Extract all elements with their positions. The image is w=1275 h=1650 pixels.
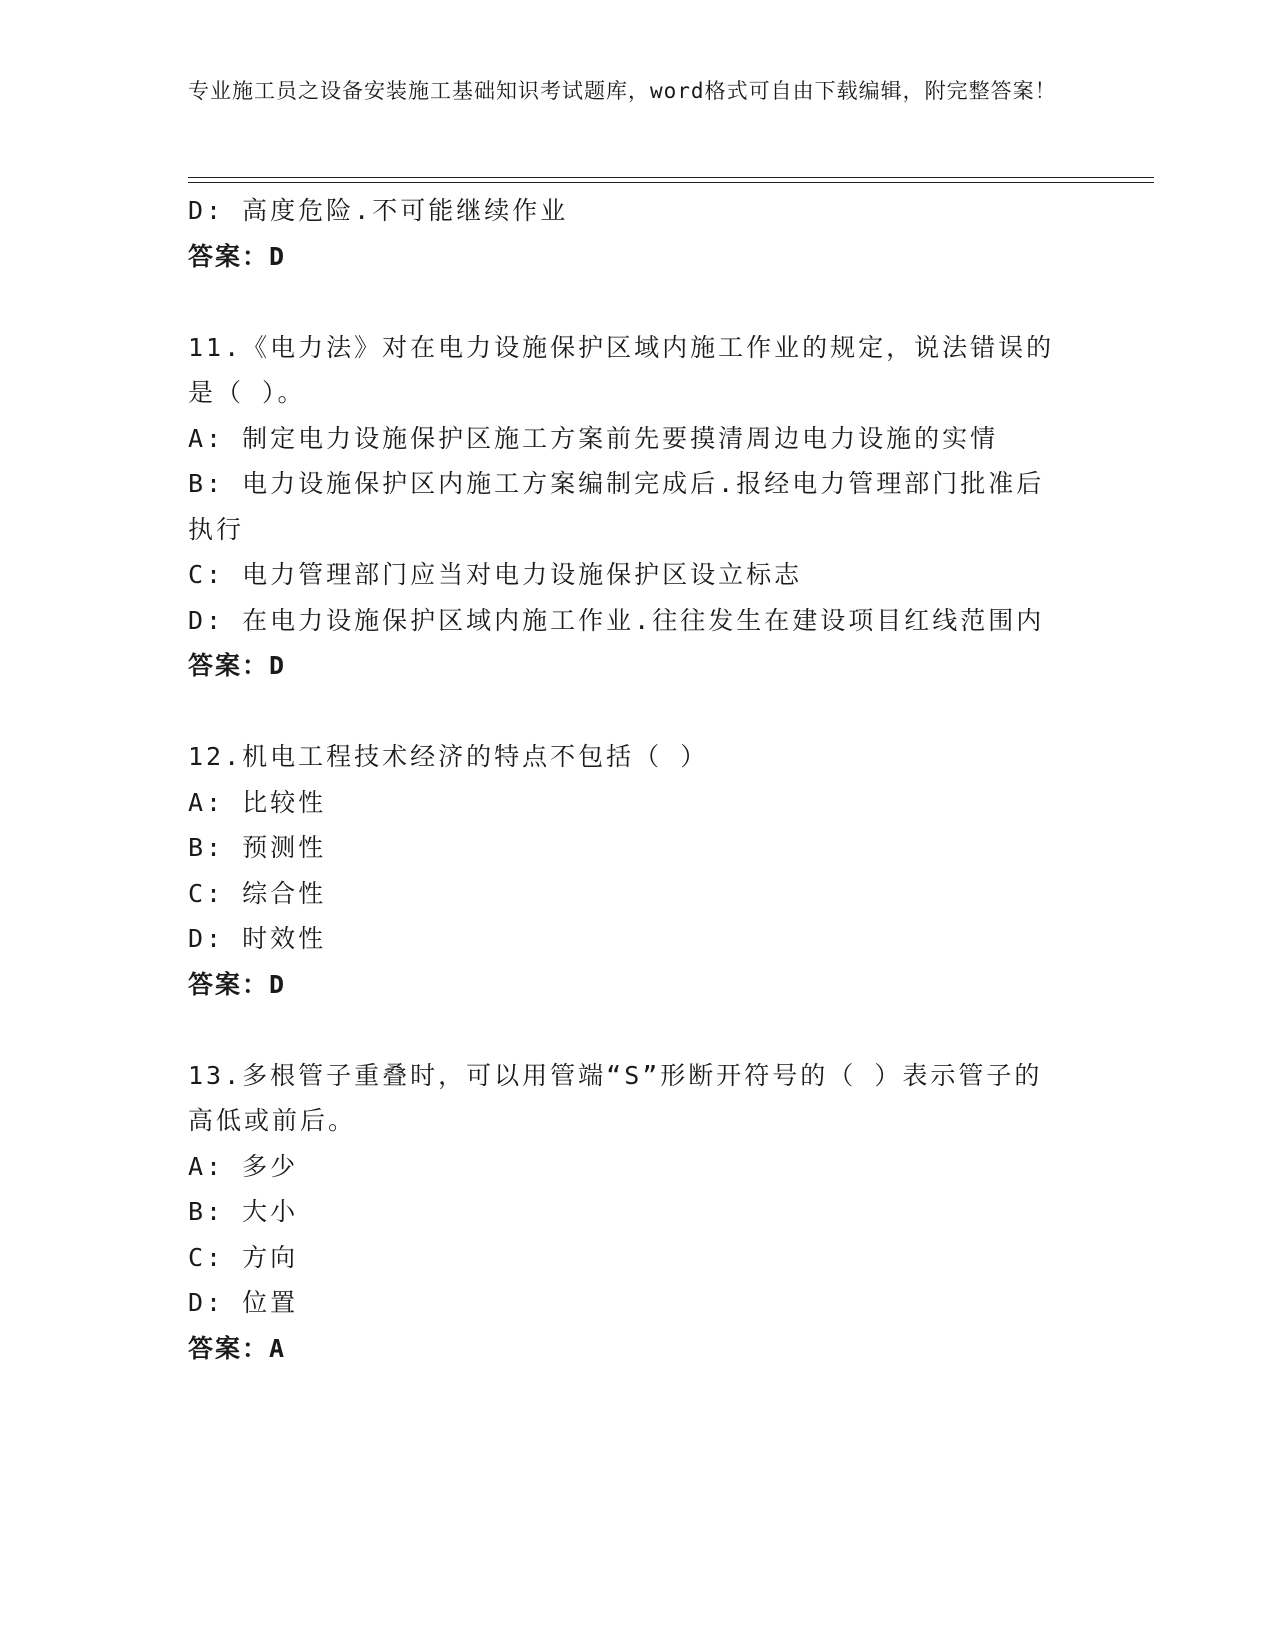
question-stem-cont: 高低或前后。	[188, 1106, 357, 1135]
question-stem-cont: 是（ ）。	[188, 378, 306, 407]
answer: 答案：D	[188, 969, 287, 999]
option-d: D: 在电力设施保护区域内施工作业.往往发生在建设项目红线范围内	[188, 605, 1045, 635]
spacer	[188, 1007, 1088, 1053]
option-a: A: 制定电力设施保护区施工方案前先要摸清周边电力设施的实情	[188, 423, 999, 453]
option-b: B: 大小	[188, 1197, 299, 1226]
question-list	[188, 188, 1088, 1371]
document-header: 专业施工员之设备安装施工基础知识考试题库，word格式可自由下载编辑，附完整答案！	[188, 79, 1057, 103]
option-b-cont: 执行	[188, 514, 245, 544]
option-a: A: 比较性	[188, 787, 327, 817]
answer: 答案：A	[188, 1333, 287, 1363]
option-a: A: 多少	[188, 1151, 299, 1181]
option-c: C: 电力管理部门应当对电力设施保护区设立标志	[188, 560, 803, 589]
header-rule-bottom	[188, 182, 1154, 183]
option-d: D: 时效性	[188, 924, 327, 953]
question-13	[188, 1053, 1088, 1372]
question-stem: 13.多根管子重叠时，可以用管端“S”形断开符号的（ ）表示管子的	[188, 1060, 1043, 1090]
option-d: D: 位置	[188, 1288, 299, 1317]
prev-option-d: D: 高度危险.不可能继续作业	[188, 196, 569, 225]
question-stem: 11.《电力法》对在电力设施保护区域内施工作业的规定，说法错误的	[188, 332, 1055, 362]
question-stem: 12.机电工程技术经济的特点不包括（ ）	[188, 742, 709, 771]
header-rule-top	[188, 177, 1154, 178]
prev-answer: 答案：D	[188, 241, 287, 271]
option-b: B: 预测性	[188, 833, 327, 862]
option-b: B: 电力设施保护区内施工方案编制完成后.报经电力管理部门批准后	[188, 469, 1045, 498]
question-11	[188, 325, 1088, 689]
answer: 答案：D	[188, 651, 287, 680]
option-c: C: 综合性	[188, 878, 327, 908]
question-12	[188, 734, 1088, 1007]
spacer	[188, 279, 1088, 325]
spacer	[188, 689, 1088, 735]
option-c: C: 方向	[188, 1242, 299, 1272]
